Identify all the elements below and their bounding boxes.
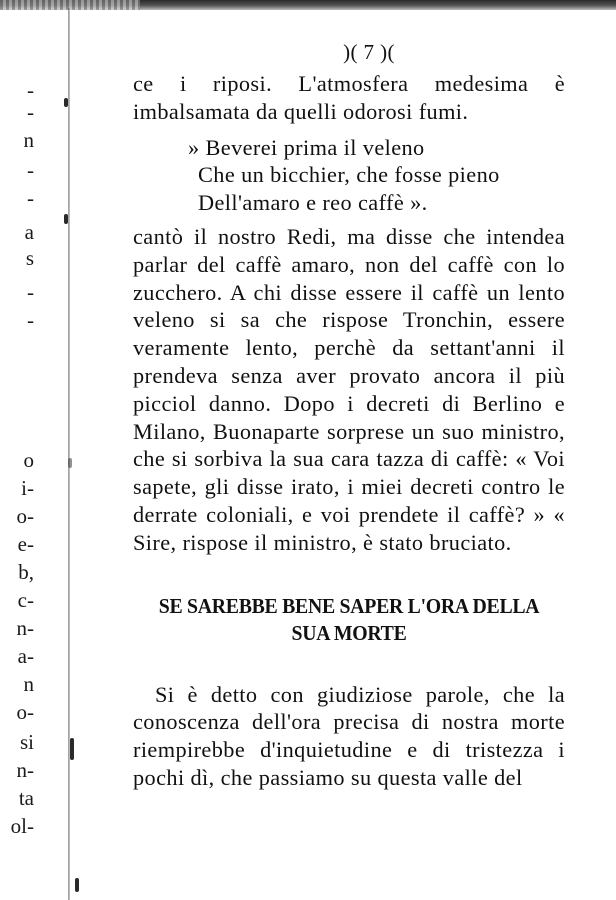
facing-page-fragment: ta <box>18 786 34 810</box>
facing-page-fragment: s <box>25 246 34 270</box>
facing-page-fragment: - <box>27 78 34 102</box>
scan-top-border <box>0 0 616 10</box>
verse-line: Che un bicchier, che fosse pieno <box>198 162 500 188</box>
facing-page-fragment: n- <box>16 616 34 640</box>
section-heading <box>150 593 547 647</box>
facing-page-fragment: - <box>27 280 34 304</box>
ink-mark <box>64 98 68 107</box>
paragraph-3: Si è detto con giudiziose parole, che la conoscenza dell'ora precisa di nostra morte riempirebbe d'inquietudine e di tristezza i pochi dì, che passiamo su questa valle del <box>133 681 565 790</box>
paragraph-1: ce i riposi. L'atmosfera medesima è imbalsamata da quelli odorosi fumi. <box>133 71 565 124</box>
verse-quote <box>188 134 565 217</box>
facing-page-fragment: b, <box>18 560 34 584</box>
heading-line: SUA MORTE <box>291 620 407 645</box>
facing-page-fragment: - <box>27 158 34 182</box>
facing-page-fragment: n- <box>16 758 34 782</box>
facing-page-edge <box>0 0 34 900</box>
facing-page-fragment: a <box>24 220 34 244</box>
facing-page-fragment: n <box>23 128 34 152</box>
ink-mark <box>64 214 68 224</box>
heading-line: SE SAREBBE BENE SAPER L'ORA DELLA <box>158 593 540 618</box>
facing-page-fragment: a- <box>17 644 34 668</box>
facing-page-fragment: o <box>23 448 34 472</box>
facing-page-fragment: e- <box>17 532 34 556</box>
ink-mark <box>75 878 79 892</box>
ink-mark <box>70 738 74 760</box>
facing-page-fragment: n <box>23 672 34 696</box>
facing-page-fragment: - <box>27 308 34 332</box>
verse-line: » Beverei prima il veleno <box>188 134 425 160</box>
page-gutter <box>68 8 70 900</box>
facing-page-fragment: ol- <box>10 814 34 838</box>
ink-mark <box>68 458 72 468</box>
verse-line: Dell'amaro e reo caffè ». <box>198 190 428 216</box>
facing-page-fragment: - <box>27 100 34 124</box>
page-number: )( 7 )( <box>343 40 395 64</box>
facing-page-fragment: - <box>27 186 34 210</box>
facing-page-fragment: si <box>19 730 34 754</box>
facing-page-fragment: c- <box>17 588 34 612</box>
paragraph-2: cantò il nostro Redi, ma disse che intendea parlar del caffè amaro, non del caffè con lo zucchero. A chi disse essere il caffè un lento veleno si sa che rispose Tronchin, essere veramente lento, perchè da settant'anni il prendeva senza aver provato ancora il più picciol danno. Dopo i decreti di Berlino e Milano, Buonaparte sorprese un suo ministro, che si sorbiva la sua cara tazza di caffè: « Voi sapete, gli disse irato, i miei decreti contro le derrate coloniali, e voi prendete il caffè? » « Sire, rispose il ministro, è stato bruciato. <box>133 223 565 555</box>
facing-page-fragment: o- <box>16 700 34 724</box>
book-page <box>133 40 565 792</box>
facing-page-fragment: i- <box>21 476 34 500</box>
facing-page-fragment: o- <box>16 504 34 528</box>
